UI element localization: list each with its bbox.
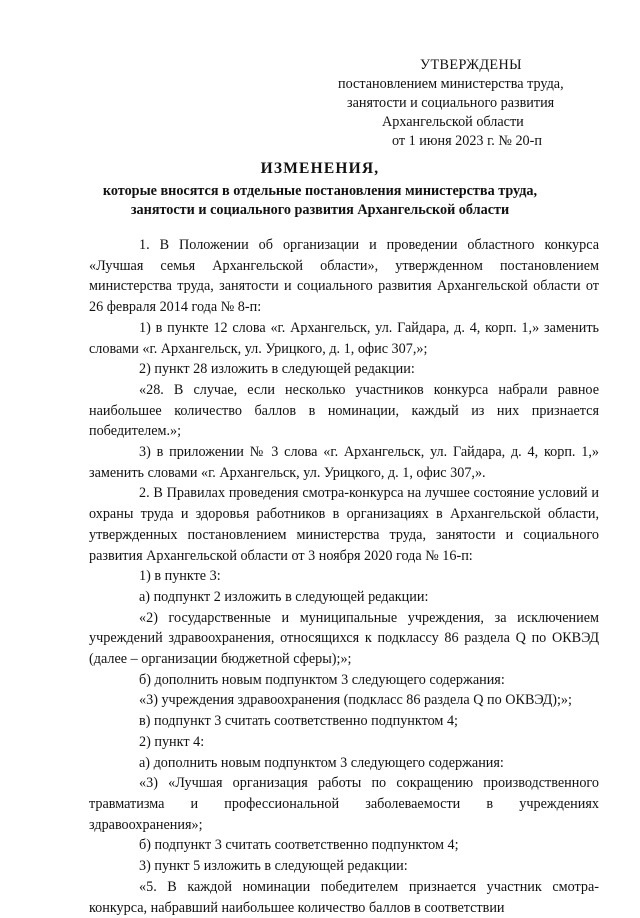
paragraph: а) дополнить новым подпунктом 3 следующего содержания:: [139, 754, 504, 771]
approval-line: Архангельской области: [382, 114, 524, 130]
approval-date: от 1 июня 2023 г. № 20-п: [392, 133, 542, 149]
paragraph: 2) пункт 28 изложить в следующей редакции:: [139, 361, 415, 378]
paragraph: 1. В Положении об организации и проведении областного конкурса «Лучшая семья Архангельской области», утвержденном постановлением министерства труда, занятости и социального развития Архангельской области от 26 февраля 2014 года № 8-п:: [89, 237, 599, 316]
paragraph: 3) в приложении № 3 слова «г. Архангельск, ул. Гайдара, д. 4, корп. 1,» заменить словами «г. Архангельск, ул. Урицкого, д. 1, офис 307,».: [89, 444, 599, 481]
document-subtitle: которые вносятся в отдельные постановления министерства труда, занятости и социального развития Архангельской области: [102, 183, 538, 218]
paragraph: в) подпункт 3 считать соответственно подпунктом 4;: [139, 713, 458, 730]
paragraph: а) подпункт 2 изложить в следующей редакции:: [139, 588, 429, 605]
paragraph: 1) в пункте 12 слова «г. Архангельск, ул. Гайдара, д. 4, корп. 1,» заменить словами «г. Архангельск, ул. Урицкого, д. 1, офис 307,»;: [89, 319, 599, 357]
approval-line: постановлением министерства труда,: [338, 76, 564, 92]
approval-stamp: [338, 56, 618, 151]
paragraph: 3) пункт 5 изложить в следующей редакции:: [139, 858, 408, 875]
paragraph: «3) «Лучшая организация работы по сокращению производственного травматизма и профессиональной заболеваемости в учреждениях здравоохранения»;: [89, 775, 599, 833]
paragraph: 2) пункт 4:: [139, 733, 205, 750]
paragraph: 1) в пункте 3:: [139, 568, 221, 585]
paragraph: «5. В каждой номинации победителем признается участник смотра-конкурса, набравший наибольшее количество баллов в соответствии: [89, 878, 599, 916]
approval-heading: УТВЕРЖДЕНЫ: [420, 57, 522, 73]
paragraph: б) подпункт 3 считать соответственно подпунктом 4;: [139, 837, 459, 854]
document-title: ИЗМЕНЕНИЯ,: [260, 160, 380, 177]
paragraph: «2) государственные и муниципальные учреждения, за исключением учреждений здравоохранения, относящихся к подклассу 86 раздела Q по ОКВЭД (далее – организации бюджетной сферы);»;: [89, 609, 599, 668]
approval-line: занятости и социального развития: [347, 95, 555, 111]
paragraph: «3) учреждения здравоохранения (подкласс 86 раздела Q по ОКВЭД);»;: [139, 692, 572, 709]
document-body: [89, 235, 599, 918]
paragraph: «28. В случае, если несколько участников конкурса набрали равное наибольшее количество баллов в номинации, каждый из них признается победителем.»;: [89, 381, 599, 440]
paragraph: б) дополнить новым подпунктом 3 следующего содержания:: [139, 671, 505, 688]
paragraph: 2. В Правилах проведения смотра-конкурса на лучшее состояние условий и охраны труда и здоровья работников в организациях в Архангельской области, утвержденных постановлением министерства труда, занятости и социального развития Архангельской области от 3 ноября 2020 года № 16-п:: [89, 485, 599, 564]
